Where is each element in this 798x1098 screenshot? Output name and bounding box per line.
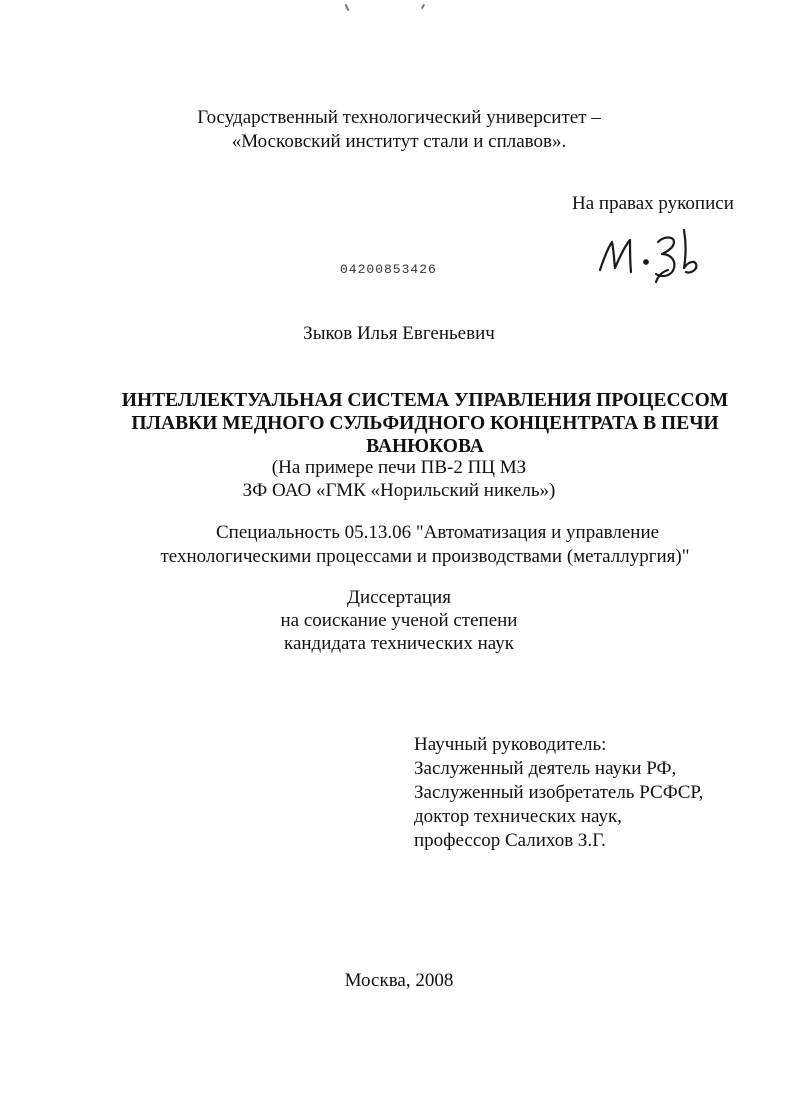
city-year: Москва, 2008 <box>344 970 454 991</box>
dissertation-title-line-1: ИНТЕЛЛЕКТУАЛЬНАЯ СИСТЕМА УПРАВЛЕНИЯ ПРОЦЕССОМ <box>121 390 729 411</box>
university-line-1: Государственный технологический университет – <box>197 107 601 128</box>
specialty-line-1: Специальность 05.13.06 "Автоматизация и управление <box>216 522 660 543</box>
dissertation-title-line-3: ВАНЮКОВА <box>366 436 484 457</box>
supervisor-name: профессор Салихов З.Г. <box>414 830 606 851</box>
subtitle-line-2: ЗФ ОАО «ГМК «Норильский никель») <box>242 480 556 501</box>
scan-speck-left <box>345 4 350 11</box>
signature <box>590 212 710 284</box>
author-name: Зыков Илья Евгеньевич <box>303 323 495 344</box>
supervisor-title-2: Заслуженный изобретатель РСФСР, <box>414 782 704 803</box>
dissertation-label: Диссертация <box>347 587 451 608</box>
archive-barcode-number: 04200853426 <box>340 262 437 277</box>
supervisor-block <box>414 733 784 853</box>
degree-line-2: кандидата технических наук <box>284 633 514 654</box>
supervisor-heading: Научный руководитель: <box>414 734 607 755</box>
specialty-line-2: технологическими процессами и производствами (металлургия)" <box>160 546 690 567</box>
manuscript-note: На правах рукописи <box>572 193 734 214</box>
dissertation-title-line-2: ПЛАВКИ МЕДНОГО СУЛЬФИДНОГО КОНЦЕНТРАТА В ПЕЧИ <box>131 413 719 434</box>
subtitle-line-1: (На примере печи ПВ-2 ПЦ МЗ <box>271 457 527 478</box>
supervisor-degree: доктор технических наук, <box>414 806 622 827</box>
university-line-2: «Московский институт стали и сплавов». <box>231 131 567 152</box>
degree-line-1: на соискание ученой степени <box>280 610 518 631</box>
supervisor-title-1: Заслуженный деятель науки РФ, <box>414 758 677 779</box>
scan-speck-right <box>421 4 425 9</box>
